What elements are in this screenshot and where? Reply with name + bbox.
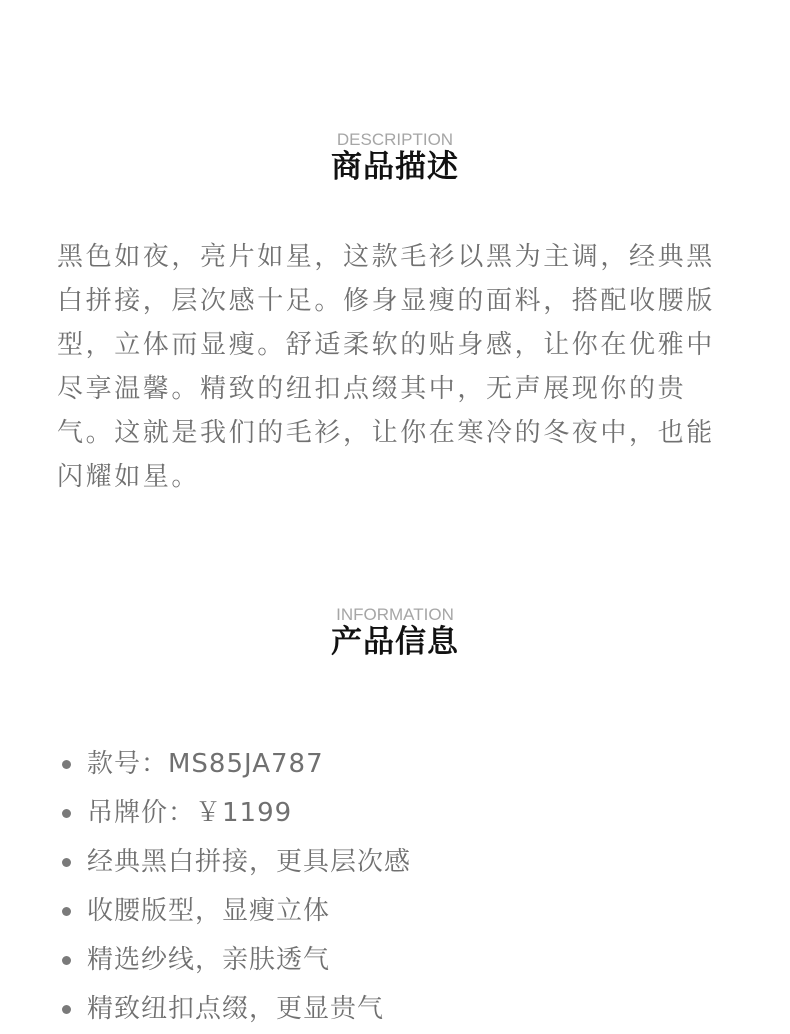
description-text: 黑色如夜，亮片如星，这款毛衫以黑为主调，经典黑白拼接，层次感十足。修身显瘦的面料，搭配收腰版型，立体而显瘦。舒适柔软的贴身感，让你在优雅中尽享温馨。精致的纽扣点缀其中，无声展现你的贵气。这就是我们的毛衫，让你在寒冷的冬夜中，也能闪耀如星。 [57, 242, 715, 492]
description-title: 商品描述 [331, 149, 459, 185]
info-item-text: 吊牌价：￥1199 [87, 798, 293, 828]
bullet-icon [62, 956, 71, 965]
bullet-icon [62, 858, 71, 867]
list-item [60, 789, 411, 838]
list-item [60, 740, 411, 789]
info-item-text: 收腰版型，显瘦立体 [87, 896, 331, 926]
bullet-icon [62, 760, 71, 769]
information-list [60, 740, 411, 1034]
list-item [60, 936, 411, 985]
bullet-icon [62, 907, 71, 916]
info-item-text: 精致纽扣点缀，更显贵气 [87, 994, 385, 1024]
info-item-text: 经典黑白拼接，更具层次感 [87, 847, 412, 877]
description-english-label: DESCRIPTION [336, 130, 454, 149]
information-title: 产品信息 [331, 624, 459, 660]
info-item-text: 精选纱线，亲肤透气 [87, 945, 331, 975]
list-item [60, 838, 411, 887]
bullet-icon [62, 809, 71, 818]
description-header [0, 130, 790, 186]
info-item-text: 款号：MS85JA787 [87, 749, 324, 779]
list-item [60, 887, 411, 936]
list-item [60, 985, 411, 1034]
information-english-label: INFORMATION [336, 605, 454, 624]
information-header [0, 605, 790, 661]
bullet-icon [62, 1005, 71, 1014]
